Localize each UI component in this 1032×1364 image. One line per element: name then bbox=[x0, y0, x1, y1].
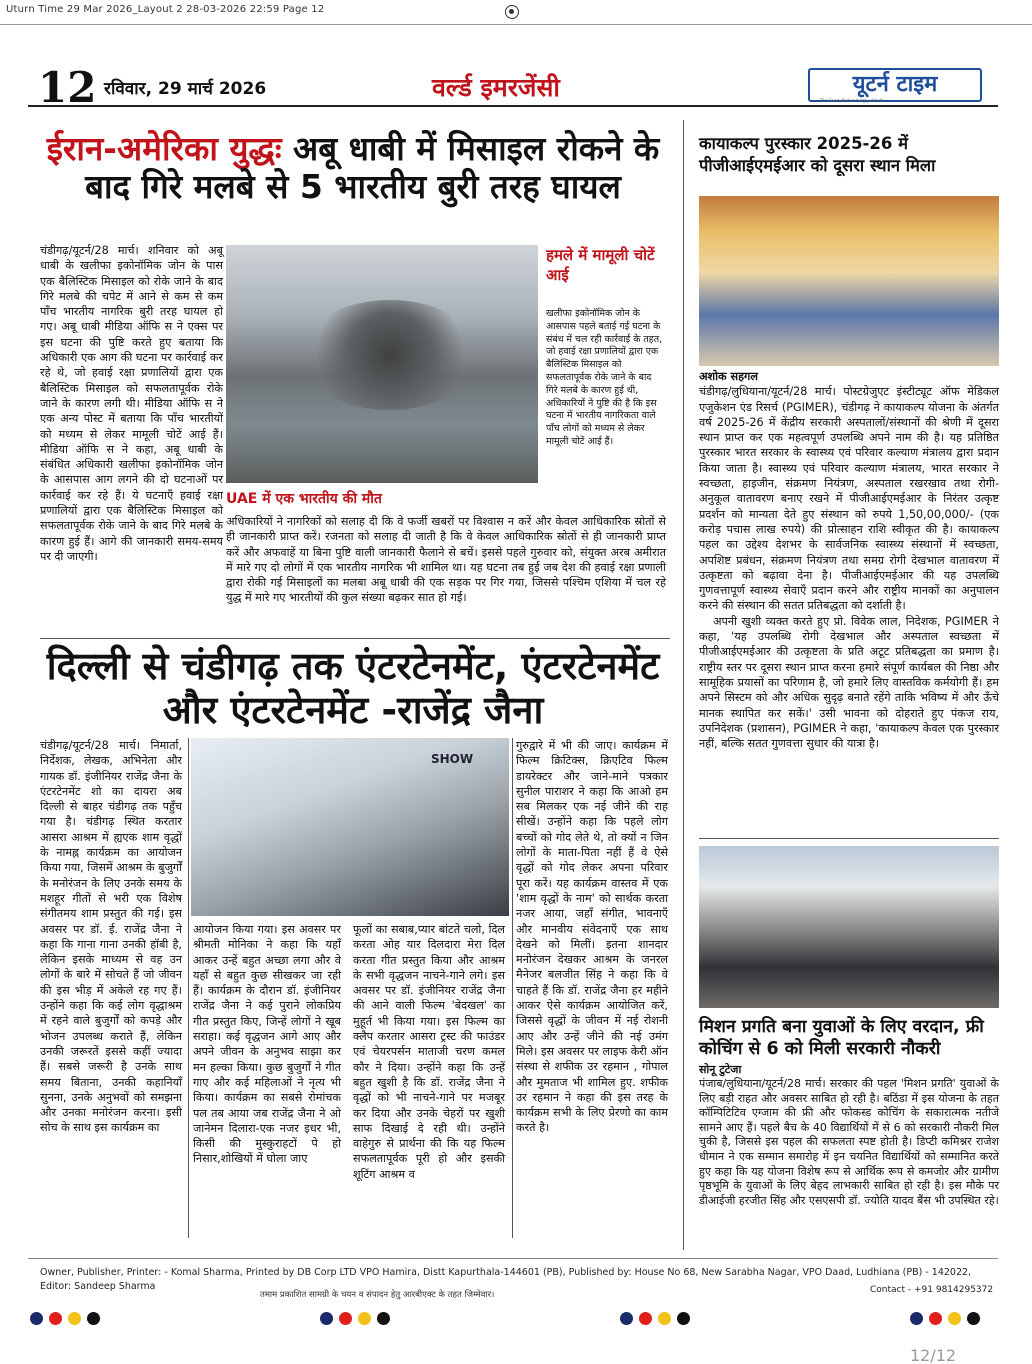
section-title: वर्ल्ड इमरजेंसी bbox=[432, 73, 560, 102]
byline: सोनू टुटेजा bbox=[699, 1063, 742, 1076]
column-divider bbox=[512, 738, 513, 1238]
photo-press-conference bbox=[191, 738, 509, 916]
page-number: 12 bbox=[38, 63, 97, 112]
story-body-continued: अपनी खुशी व्यक्त करते हुए प्रो. विवेक लाल, निदेशक, PGIMER ने कहा, 'यह उपलब्धि रोगी देखभाल और अस्पताल स्वच्छता में पीजीआईएमईआर की उत्कृष्टता के प्रति अटूट प्रतिबद्धता का प्रमाण है। राष्ट्रीय स्तर पर दूसरा स्थान प्राप्त करना हमारे संपूर्ण कार्यबल की निष्ठा और सामूहिक प्रयासों का परिणाम है, जो हमारे लिए वास्तविक कर्मयोगी हैं। हम अपने सिस्टम को और अधिक सुदृढ़ बनाते रहेंगे ताकि भविष्य में और ऊँचे मानक स्थापित कर सकें।' उसी भावना को दोहराते हुए पंकज राय, उपनिदेशक (प्रशासन), PGIMER ने कहा, 'कायाकल्प केवल एक पुरस्कार नहीं, बल्कि सतत गुणवत्ता सुधार की यात्रा है। bbox=[699, 614, 999, 751]
photo-award-ceremony bbox=[699, 196, 999, 366]
headline-iran-us-war bbox=[40, 130, 666, 206]
smoke-cloud-image bbox=[300, 300, 480, 410]
crop-line bbox=[0, 24, 1032, 25]
byline: अशोक सहगल bbox=[699, 370, 758, 383]
color-registration-dots bbox=[320, 1310, 396, 1330]
story-body: पंजाब/लुधियाना/यूटर्न/28 मार्च। सरकार की पहल 'मिशन प्रगति' युवाओं के लिए बड़ी राहत और अवसर साबित हो रही है। बठिंडा में इस योजना के तहत कॉम्पिटिटिव एग्जाम की फ्री और फोकस्ड कोचिंग के सकारात्मक नतीजे सामने आए हैं। पहले बैच के 40 विद्यार्थियों में से 6 को सरकारी नौकरी मिल चुकी है, जिससे इस पहल की सफलता स्पष्ट होती है। डिप्टी कमिश्नर राजेश धीमान ने एक सम्मान समारोह में इन चयनित विद्यार्थियों को सम्मानित करते हुए कहा कि यह योजना विशेष रूप से आर्थिक रूप से कमजोर और ग्रामीण पृष्ठभूमि के युवाओं के लिए बेहद लाभकारी साबित हो रही है। इस मौके पर डीआईजी हरजीत सिंह और एसएसपी डॉ. ज्योति यादव बैंस भी उपस्थित रहे। bbox=[699, 1077, 999, 1207]
logo-tagline: The Good, Bad and Ugly of India bbox=[820, 98, 885, 103]
sidebar-heading: हमले में मामूली चोटें आई bbox=[546, 246, 655, 284]
story-body-mission-pragati bbox=[699, 1062, 999, 1208]
story-column-3: फूलों का सबाब,प्यार बांटते चलो, दिल करता ओह यार दिलदारा मेरा दिल करता गीत प्रस्तुत किया और आश्रम के सभी वृद्धजन नाचने-गाने लगे। इस अवसर पर डॉ. इंजीनियर राजेंद्र जैना की आने वाली फिल्म 'बेदखल' का मुहूर्त भी किया गया। इस फिल्म का क्लैप करतार आसरा ट्रस्ट की फाउंडर एवं चेयरपर्सन माताजी चरण कमल कौर ने दिया। उन्होंने कहा कि उन्हें बहुत खुशी है कि डॉ. राजेंद्र जैना ने वृद्धों को भी नाचने-गाने पर मजबूर कर दिया और उनके चेहरों पर खुशी साफ दिखाई दे रही थी। उन्होंने वाहेगुरु से प्रार्थना की कि यह फिल्म सफलतापूर्वक पूरी हो और इसकी शूटिंग आश्रम व bbox=[353, 923, 505, 1181]
photo-sign-text: SHOW bbox=[431, 752, 474, 766]
story-divider bbox=[699, 838, 999, 839]
story-body: अधिकारियों ने नागरिकों को सलाह दी कि वे फर्जी खबरों पर विश्वास न करें और केवल आधिकारिक स्रोतों से ही जानकारी प्राप्त करें। रजनता को सलाह दी जाती है कि वे केवल आधिकारिक स्रोतों से ही जानकारी प्राप्त करें और अफवाहें या बिना पुष्टि वाली जानकारी फैलाने से बचें। इससे पहले गुरुवार को, संयुक्त अरब अमीरात में मारे गए दो लोगों में एक भारतीय नागरिक भी शामिल था। यह घटना तब हुई जब देश की हवाई रक्षा प्रणाली द्वारा रोकी गई मिसाइलों का मलबा अबू धाबी की एक सड़क पर गिर गया, जिससे पश्चिम एशिया में चल रहे युद्ध में मारे गए भारतीयों की कुल संख्या बढ़कर सात हो गई। bbox=[226, 515, 666, 605]
page-counter: 12/12 bbox=[910, 1346, 957, 1364]
imprint-line: Owner, Publisher, Printer: - Komal Sharma, Printed by DB Corp LTD VPO Hamira, Distt Kapurthala-144601 (PB), Published by: House No 68, New Sarabha Nagar, VPO Daad, Ludhiana (PB) - 142022, Editor: Sandeep Sharma bbox=[40, 1267, 972, 1292]
headline-kayakalp-award: कायाकल्प पुरस्कार 2025-26 में पीजीआईएमईआर को दूसरा स्थान मिला bbox=[699, 134, 936, 175]
headline-rajendra-jaina: दिल्ली से चंडीगढ़ तक एंटरटेनमेंट, एंटरटेनमेंट और एंटरटेनमेंट -राजेंद्र जैना bbox=[46, 644, 660, 732]
headline-kicker: ईरान-अमेरिका युद्धः bbox=[46, 129, 282, 168]
color-registration-dots bbox=[910, 1310, 986, 1330]
column-divider bbox=[188, 738, 189, 1238]
color-registration-dots bbox=[620, 1310, 696, 1330]
subheading: UAE में एक भारतीय की मौत bbox=[226, 491, 382, 507]
sidebar-body: खलीफा इकोनॉमिक जोन के आसपास पहले बताई गई घटना के संबंध में चल रही कार्रवाई के तहत, जो हवाई रक्षा प्रणालियों द्वारा एक बैलिस्टिक मिसाइल को सफलतापूर्वक रोके जाने के बाद गिरे मलबे के कारण हुई थी, अधिकारियों ने पुष्टि की है कि इस घटना में भारतीय नागरिकता वाले पाँच लोगों को मध्यम से लेकर मामूली चोटें आई हैं। bbox=[546, 308, 663, 447]
story-column-4: गुरुद्वारे में भी की जाए। कार्यक्रम में फिल्म क्रिटिक्स, क्रिएटिव फिल्म डायरेक्टर और जाने-माने पत्रकार सुनील पाराशर ने कहा कि आओ हम सब मिलकर एक नई जीने की राह सीखें। उन्होंने कहा कि पहले लोग बच्चों को गोद लेते थे, तो क्यों न जिन लोगों के माता-पिता नहीं हैं वे ऐसे वृद्धों को गोद लेकर अपना परिवार पूरा करें। यह कार्यक्रम वास्तव में एक 'शाम वृद्धों के नाम' को सार्थक करता नजर आया, जहाँ संगीत, भावनाएँ और मानवीय संवेदनाएँ एक साथ देखने को मिलीं। इतना शानदार मनोरंजन देखकर आश्रम के जनरल मैनेजर बलजीत सिंह ने कहा कि वे चाहते हैं कि डॉ. राजेंद्र जैना हर महीने आकर ऐसे कार्यक्रम आयोजित करें, जिससे वृद्धों के जीवन में नई रोशनी आए और उन्हें जीने की नई उमंग मिले। इस अवसर पर लाइफ केरी ऑन संस्था से शफीक उर रहमान , गोपाल और मुमताज भी शामिल हुए. शफीक उर रहमान ने कहा की इस तरह के कार्यक्रम सभी के लिए प्रेरणो का काम करते है। bbox=[516, 739, 668, 1135]
color-registration-dots bbox=[30, 1310, 106, 1330]
registration-mark-icon bbox=[505, 5, 519, 19]
legal-note: तमाम प्रकाशित सामग्री के चयन व संपादन हेतु आरबीएक्ट के तहत जिम्मेवार। bbox=[260, 1290, 495, 1300]
story-body: चंडीगढ़/यूटर्न/28 मार्च। शनिवार को अबू धाबी के खलीफा इकोनॉमिक जोन के पास एक बैलिस्टिक मिसाइल को रोके जाने के बाद गिरे मलबे की चपेट में आने से कम से कम पाँच भारतीय नागरिक बुरी तरह घायल हो गए। अबू धाबी मीडिया ऑफि स ने एक्स पर इस घटना की पुष्टि करते हुए बताया कि अधिकारी एक आग की घटना पर कार्रवाई कर रहे थे, जो हवाई रक्षा प्रणालियों द्वारा एक बैलिस्टिक मिसाइल को सफलतापूर्वक रोके जाने के कारण लगी थी। मीडिया ऑफि स ने एक अन्य पोस्ट में बताया कि पाँच भारतीयों को मध्यम से लेकर मामूली चोटें आई हैं। मीडिया ऑफि स ने कहा, अबू धाबी के संबंधित अधिकारी खलीफा इकोनॉमिक जोन के आसपास आग लगने की दो घटनाओं पर कार्रवाई कर रहे हैं। ये घटनाएँ हवाई रक्षा प्रणालियों द्वारा एक बैलिस्टिक मिसाइल को सफलतापूर्वक रोके जाने के बाद गिरे मलबे के कारण हुई हैं। आगे की जानकारी समय-समय पर दी जाएगी। bbox=[40, 244, 223, 563]
story-body-pgimer bbox=[699, 369, 999, 751]
story-column-2: आयोजन किया गया। इस अवसर पर श्रीमती मोनिका ने कहा कि यहाँ आकर उन्हें बहुत अच्छा लगा और वे यहाँ से बहुत कुछ सीखकर जा रही हैं। कार्यक्रम के दौरान डॉ. इंजीनियर राजेंद्र जैना ने कई पुराने लोकप्रिय गीत प्रस्तुत किए, जिन्हें लोगों ने खूब सराहा। कई वृद्धजन आगे आए और अपने जीवन के अनुभव साझा कर मन हल्का किया। कुछ बुजुर्गों ने गीत गाए और कई महिलाओं ने नृत्य भी किया। कार्यक्रम का सबसे रोमांचक पल तब आया जब राजेंद्र जैना ने ओ जानेमन दिलारा-एक नजर इधर भी, किसी की मुस्कुराहटों पे हो निसार,शोखियों में घोला जाए bbox=[193, 923, 341, 1166]
story-body: चंडीगढ़/लुधियाना/यूटर्न/28 मार्च। पोस्टग्रेजुएट इंस्टीट्यूट ऑफ मेडिकल एजुकेशन एंड रिसर्च (PGIMER), चंडीगढ़ ने कायाकल्प योजना के अंतर्गत वर्ष 2025-26 में केंद्रीय सरकारी अस्पतालों/संस्थानों की श्रेणी में दूसरा स्थान प्राप्त कर एक महत्वपूर्ण उपलब्धि अपने नाम की है। यह प्रतिष्ठित पुरस्कार भारत सरकार के स्वास्थ्य एवं परिवार कल्याण मंत्रालय द्वारा प्रदान किया जाता है। स्वास्थ्य एवं परिवार कल्याण मंत्रालय, भारत सरकार ने स्वच्छता, हाइजीन, संक्रमण नियंत्रण, अस्पताल रखरखाव तथा रोगी-अनुकूल वातावरण बनाए रखने में पीजीआईएमईआर के निरंतर उत्कृष्ट प्रदर्शन को मान्यता देते हुए संस्थान को रुपये 1,50,00,000/- (एक करोड़ पचास लाख रुपये) की प्रोत्साहन राशि स्वीकृत की है। कायाकल्प पहल का उद्देश्य देशभर के सार्वजनिक स्वास्थ्य संस्थानों में स्वच्छता, अपशिष्ट प्रबंधन, संक्रमण नियंत्रण तथा समग्र रोगी देखभाल वातावरण में उत्कृष्टता को बढ़ावा देना है। पीजीआईएमईआर की यह उपलब्धि गुणवत्तापूर्ण स्वास्थ्य सेवाएँ प्रदान करने और राष्ट्रीय मानकों का अनुपालन करने की संस्थान की सतत प्रतिबद्धता को दर्शाती है। bbox=[699, 385, 999, 613]
newspaper-logo: यूटर्न टाइम bbox=[808, 68, 982, 102]
story-divider bbox=[40, 638, 670, 639]
column-divider bbox=[683, 120, 684, 1250]
headline-main: अबू धाबी में मिसाइल रोकने के बाद गिरे मलबे से 5 भारतीय बुरी तरह घायल bbox=[85, 129, 660, 206]
contact-number: Contact - +91 9814295372 bbox=[870, 1285, 994, 1295]
footer-rule bbox=[28, 1258, 998, 1259]
story-column-1: चंडीगढ़/यूटर्न/28 मार्च। निमार्ता, निर्देशक, लेखक, अभिनेता और गायक डॉ. इंजीनियर राजेंद्र जैना के एंटरटेनमेंट शो का दायरा अब दिल्ली से बाहर चंडीगढ़ तक पहुँच गया है। चंडीगढ़ स्थित करतार आसरा आश्रम में ह्यएक शाम वृद्धों के नामह्न कार्यक्रम का आयोजन किया गया, जिसमें आश्रम के बुजुर्गों के मनोरंजन के लिए उनके समय के मशहूर गीतों से भरी एक विशेष संगीतमय शाम प्रस्तुत की गई। इस अवसर पर डॉ. ई. राजेंद्र जैना ने कहा कि गाना गाना उनकी हॉबी है, लेकिन इसके माध्यम से वह उन लोगों के बारे में सोचते हैं जो जीवन की इस भीड़ में अकेले रह गए हैं। उन्होंने कहा कि कई लोग वृद्धाश्रम में रहने वाले बुजुर्गों को कपड़े और भोजन उपलब्ध कराते हैं, लेकिन उनकी जरूरतें इससे कहीं ज्यादा हैं। सबसे जरूरी है उनके साथ समय बिताना, उनकी कहानियाँ सुनना, उनके अनुभवों को समझना और उनका मनोरंजन करना। इसी सोच के साथ इस कार्यक्रम का bbox=[40, 739, 182, 1135]
issue-date: रविवार, 29 मार्च 2026 bbox=[104, 79, 267, 99]
headline-mission-pragati: मिशन प्रगति बना युवाओं के लिए वरदान, फ्री कोचिंग से 6 को मिली सरकारी नौकरी bbox=[699, 1017, 984, 1059]
photo-mission-pragati bbox=[699, 846, 999, 1008]
print-slug: Uturn Time 29 Mar 2026_Layout 2 28-03-2026 22:59 Page 12 bbox=[6, 4, 325, 15]
